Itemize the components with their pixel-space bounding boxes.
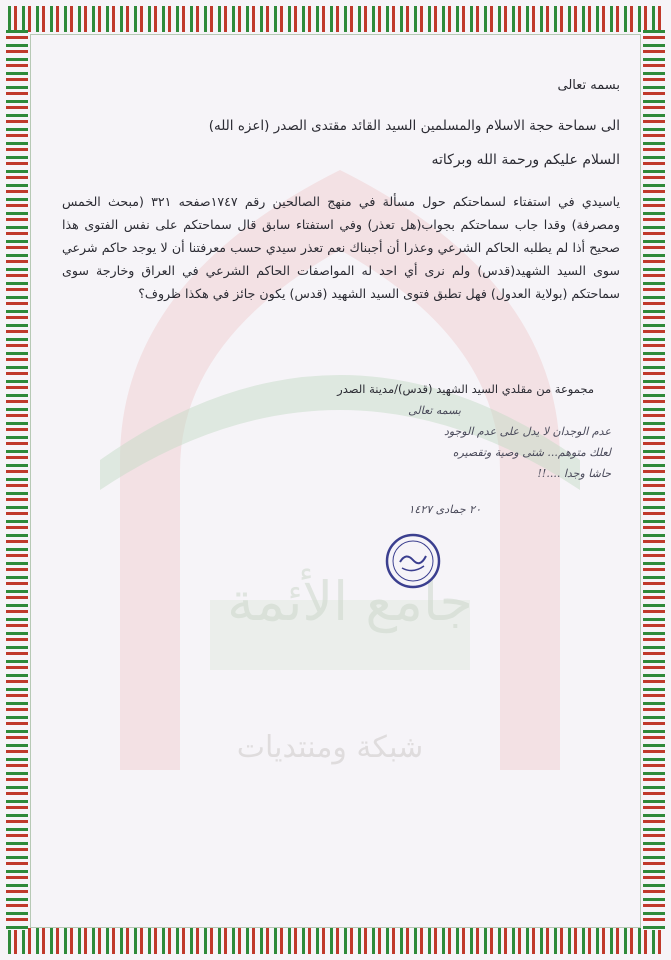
reply-line: حاشا وجدا ....!! — [537, 467, 611, 480]
question-paragraph: ياسيدي في استفتاء لسماحتكم حول مسألة في منهج الصالحين رقم ١٧٤٧صفحه ٣٢١ (مبحث الخمس ومصرفة) وقدا جاب سماحتكم بجواب(هل تعذر) وفي استفتاء سابق قال سماحتكم على نفس الفتوى هذا صحيح أذا لم يطلبه الحاكم الشرعي وعذرا أن أجبناك نعم تعذر سيدي حسب معرفتنا أن لا يوجد حاكم شرعي سوى السيد الشهيد(قدس) ولم نرى أي احد له المواصفات الحاكم الشرعي في العراق وخارجة سوى سماحتكم (بولاية العدول) فهل تطبق فتوى السيد الشهيد (قدس) يكون جائز في هكذا ظروف؟ — [62, 194, 620, 301]
decorative-border-bottom — [8, 928, 663, 954]
sender-signature: مجموعة من مقلدي السيد الشهيد (قدس)/مدينة الصدر — [337, 382, 594, 396]
seal-stamp-icon — [384, 532, 442, 590]
reply-line: عدم الوجدان لا يدل على عدم الوجود — [443, 425, 611, 438]
handwritten-reply — [311, 400, 611, 484]
reply-date: ٢٠ جمادى ١٤٢٧ — [408, 503, 481, 516]
watermark-logo-text: جامع الأئمة — [227, 570, 473, 633]
watermark-caption: شبكة ومنتديات — [236, 730, 424, 765]
basmala: بسمه تعالى — [557, 78, 620, 93]
decorative-border-right — [643, 30, 665, 930]
reply-line: بسمه تعالى — [408, 404, 461, 417]
addressee: الى سماحة حجة الاسلام والمسلمين السيد القائد مقتدى الصدر (اعزه الله) — [208, 118, 620, 134]
decorative-border-left — [6, 30, 28, 930]
decorative-border-top — [8, 6, 663, 32]
greeting: السلام عليكم ورحمة الله وبركاته — [431, 152, 620, 168]
reply-line: لعلك متوهم... شتى وصية وتقصيره — [452, 446, 611, 459]
